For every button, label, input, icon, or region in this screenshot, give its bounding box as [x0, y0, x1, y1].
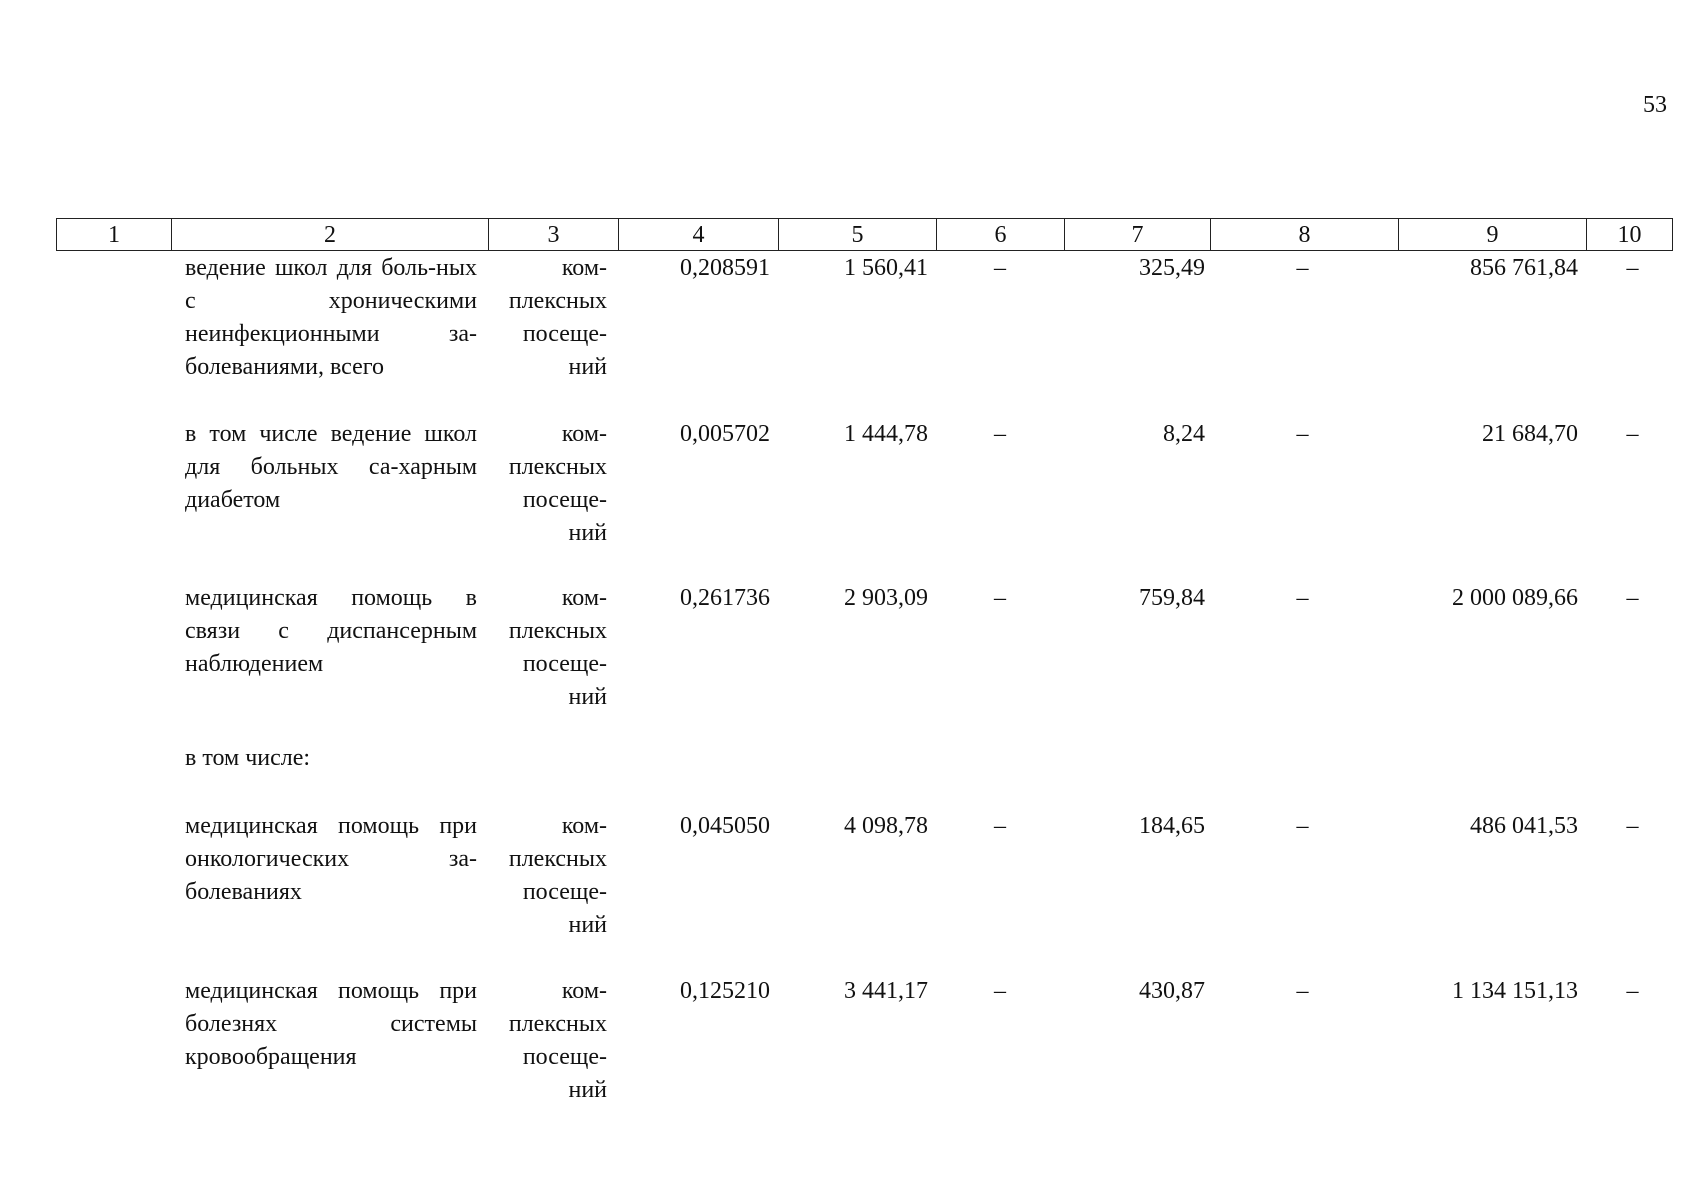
cell-col-7: 325,49 [1139, 255, 1205, 281]
cell-col-9: 856 761,84 [1470, 255, 1578, 281]
column-header: 3 [489, 219, 619, 251]
cell-col-6: – [994, 813, 1006, 839]
cell-col-7: 759,84 [1139, 585, 1205, 611]
cell-col-9: 1 134 151,13 [1452, 978, 1578, 1004]
row-description: в том числе ведение школ для больных са-харным диабетом [185, 421, 477, 513]
column-header: 7 [1065, 219, 1211, 251]
row-unit: ком-плексных посеще-ний [508, 978, 607, 1103]
cell-col-6: – [994, 255, 1006, 281]
cell-col-4: 0,261736 [680, 585, 770, 611]
row-unit: ком-плексных посеще-ний [508, 585, 607, 710]
row-description: медицинская помощь при онкологических за-болеваниях [185, 813, 477, 905]
cell-col-7: 430,87 [1139, 978, 1205, 1004]
row-description: медицинская помощь при болезнях системы кровообращения [185, 978, 477, 1070]
cell-col-8: – [1296, 421, 1309, 447]
row-unit: ком-плексных посеще-ний [508, 255, 607, 380]
cell-col-7: 8,24 [1163, 421, 1205, 447]
column-number-header [56, 218, 1673, 251]
cell-col-8: – [1296, 978, 1309, 1004]
column-header: 9 [1399, 219, 1587, 251]
column-header: 8 [1211, 219, 1399, 251]
cell-col-6: – [994, 585, 1006, 611]
row-description: медицинская помощь в связи с диспансерным наблюдением [185, 585, 477, 677]
row-unit: ком-плексных посеще-ний [508, 421, 607, 546]
column-header: 5 [779, 219, 937, 251]
row-description: ведение школ для боль-ных с хроническими неинфекционными за-болеваниями, всего [185, 255, 477, 380]
cell-col-7: 184,65 [1139, 813, 1205, 839]
cell-col-10: – [1626, 978, 1639, 1004]
cell-col-4: 0,045050 [680, 813, 770, 839]
cell-col-5: 1 444,78 [844, 421, 928, 447]
cell-col-10: – [1626, 585, 1639, 611]
column-header: 4 [619, 219, 779, 251]
cell-col-8: – [1296, 813, 1309, 839]
cell-col-8: – [1296, 255, 1309, 281]
column-header: 10 [1587, 219, 1673, 251]
cell-col-5: 2 903,09 [844, 585, 928, 611]
column-header: 2 [172, 219, 489, 251]
cell-col-5: 1 560,41 [844, 255, 928, 281]
cell-col-4: 0,125210 [680, 978, 770, 1004]
column-header: 6 [937, 219, 1065, 251]
cell-col-6: – [994, 978, 1006, 1004]
column-header: 1 [57, 219, 172, 251]
cell-col-5: 4 098,78 [844, 813, 928, 839]
row-unit: ком-плексных посеще-ний [508, 813, 607, 938]
cell-col-8: – [1296, 585, 1309, 611]
cell-col-9: 2 000 089,66 [1452, 585, 1578, 611]
cell-col-4: 0,005702 [680, 421, 770, 447]
cell-col-10: – [1626, 255, 1639, 281]
cell-col-4: 0,208591 [680, 255, 770, 281]
cell-col-9: 21 684,70 [1482, 421, 1578, 447]
page-number: 53 [1643, 92, 1667, 118]
section-label: в том числе: [185, 745, 311, 771]
cell-col-6: – [994, 421, 1006, 447]
cell-col-10: – [1626, 421, 1639, 447]
cell-col-10: – [1626, 813, 1639, 839]
cell-col-5: 3 441,17 [844, 978, 928, 1004]
cell-col-9: 486 041,53 [1470, 813, 1578, 839]
